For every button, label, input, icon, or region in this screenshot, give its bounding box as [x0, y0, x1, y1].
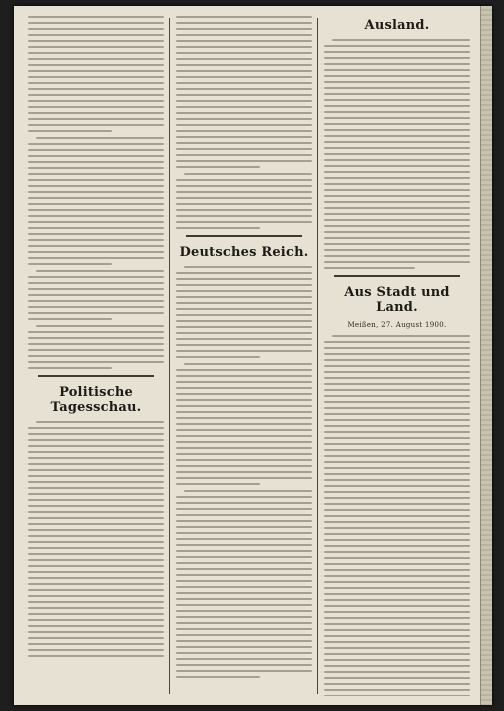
- section-title-abroad: Ausland.: [364, 18, 430, 33]
- column-3: [324, 16, 470, 696]
- article-paragraph: [28, 421, 164, 657]
- article-paragraph: [176, 173, 312, 229]
- article-paragraph: [176, 490, 312, 678]
- section-title-german-empire: Deutsches Reich.: [179, 245, 309, 260]
- section-title-political: Politische Tagesschau.: [50, 385, 142, 415]
- article-paragraph: [28, 16, 164, 132]
- section-divider: [38, 375, 154, 377]
- section-divider: [186, 235, 302, 237]
- column-1: [28, 16, 164, 696]
- column-rule: [317, 18, 318, 694]
- section-divider: [334, 275, 460, 277]
- article-paragraph: [28, 137, 164, 265]
- article-paragraph: [324, 335, 470, 696]
- article-paragraph: [28, 270, 164, 320]
- section-title-city-country: Aus Stadt und Land.: [344, 285, 450, 315]
- article-paragraph: [176, 363, 312, 485]
- article-paragraph: [176, 16, 312, 168]
- dateline: Meißen, 27. August 1900.: [347, 321, 447, 329]
- newspaper-page: [14, 6, 492, 705]
- column-rule: [169, 18, 170, 694]
- article-paragraph: [324, 39, 470, 269]
- column-2: [176, 16, 312, 696]
- article-paragraph: [176, 266, 312, 358]
- page-edge: [480, 6, 492, 705]
- article-paragraph: [28, 325, 164, 369]
